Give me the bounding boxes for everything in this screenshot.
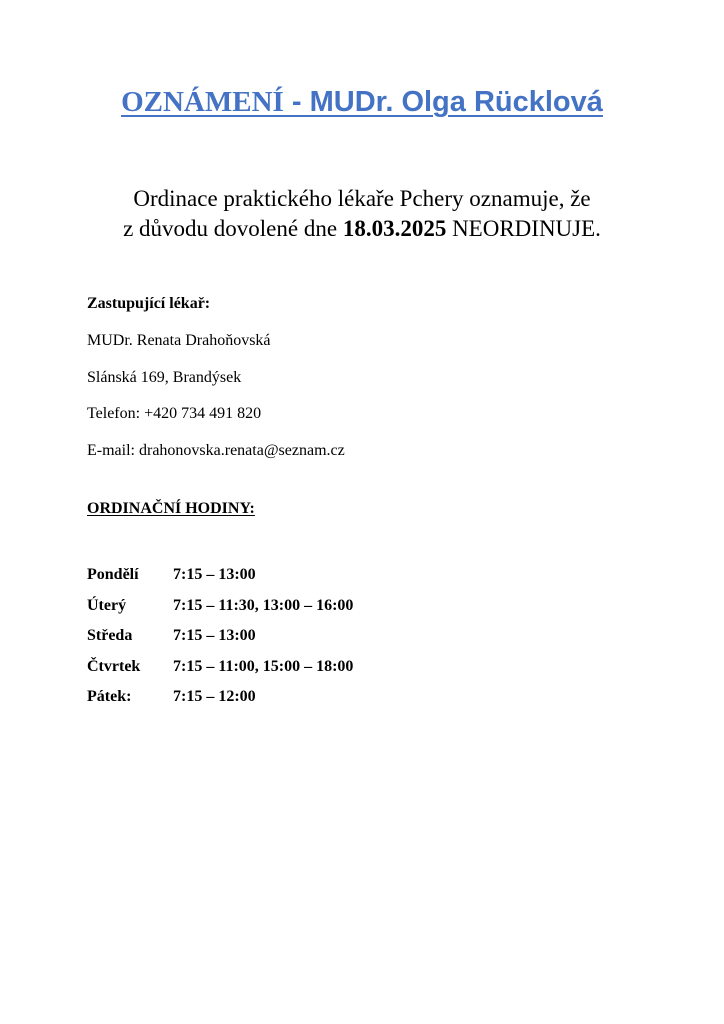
substitute-phone: Telefon: +420 734 491 820	[87, 405, 262, 422]
substitute-email: E-mail: drahonovska.renata@seznam.cz	[87, 442, 345, 459]
hours-row-friday	[87, 682, 353, 713]
hours-heading: ORDINAČNÍ HODINY:	[87, 500, 255, 517]
hours-row-tuesday	[87, 591, 353, 622]
hours-day: Středa	[87, 627, 133, 645]
substitute-address: Slánská 169, Brandýsek	[87, 369, 242, 386]
hours-day: Čtvrtek	[87, 657, 141, 675]
announcement-line-1: Ordinace praktického lékaře Pchery oznamuje, že	[133, 186, 591, 211]
hours-row-monday	[87, 560, 353, 591]
hours-time: 7:15 – 11:00, 15:00 – 18:00	[173, 657, 354, 675]
hours-time: 7:15 – 13:00	[173, 627, 256, 645]
page-title	[0, 86, 724, 119]
hours-day: Pátek:	[87, 688, 132, 706]
announcement-line-2-after: NEORDINUJE.	[446, 216, 601, 241]
substitute-name: MUDr. Renata Drahoňovská	[87, 332, 271, 349]
hours-time: 7:15 – 13:00	[173, 566, 256, 584]
announcement-line-2	[0, 214, 724, 244]
title-prefix: OZNÁMENÍ	[121, 86, 284, 118]
title-doctor-name: - MUDr. Olga Rücklová	[283, 86, 603, 118]
hours-time: 7:15 – 12:00	[173, 688, 256, 706]
closure-date: 18.03.2025	[342, 216, 447, 241]
hours-day: Pondělí	[87, 566, 139, 584]
announcement	[0, 184, 724, 244]
hours-row-thursday	[87, 652, 353, 683]
hours-day: Úterý	[87, 596, 127, 614]
hours-table	[87, 560, 353, 713]
announcement-line-2-before: z důvodu dovolené dne	[123, 216, 343, 241]
hours-row-wednesday	[87, 621, 353, 652]
hours-time: 7:15 – 11:30, 13:00 – 16:00	[173, 596, 354, 614]
substitute-heading: Zastupující lékař:	[87, 295, 211, 312]
